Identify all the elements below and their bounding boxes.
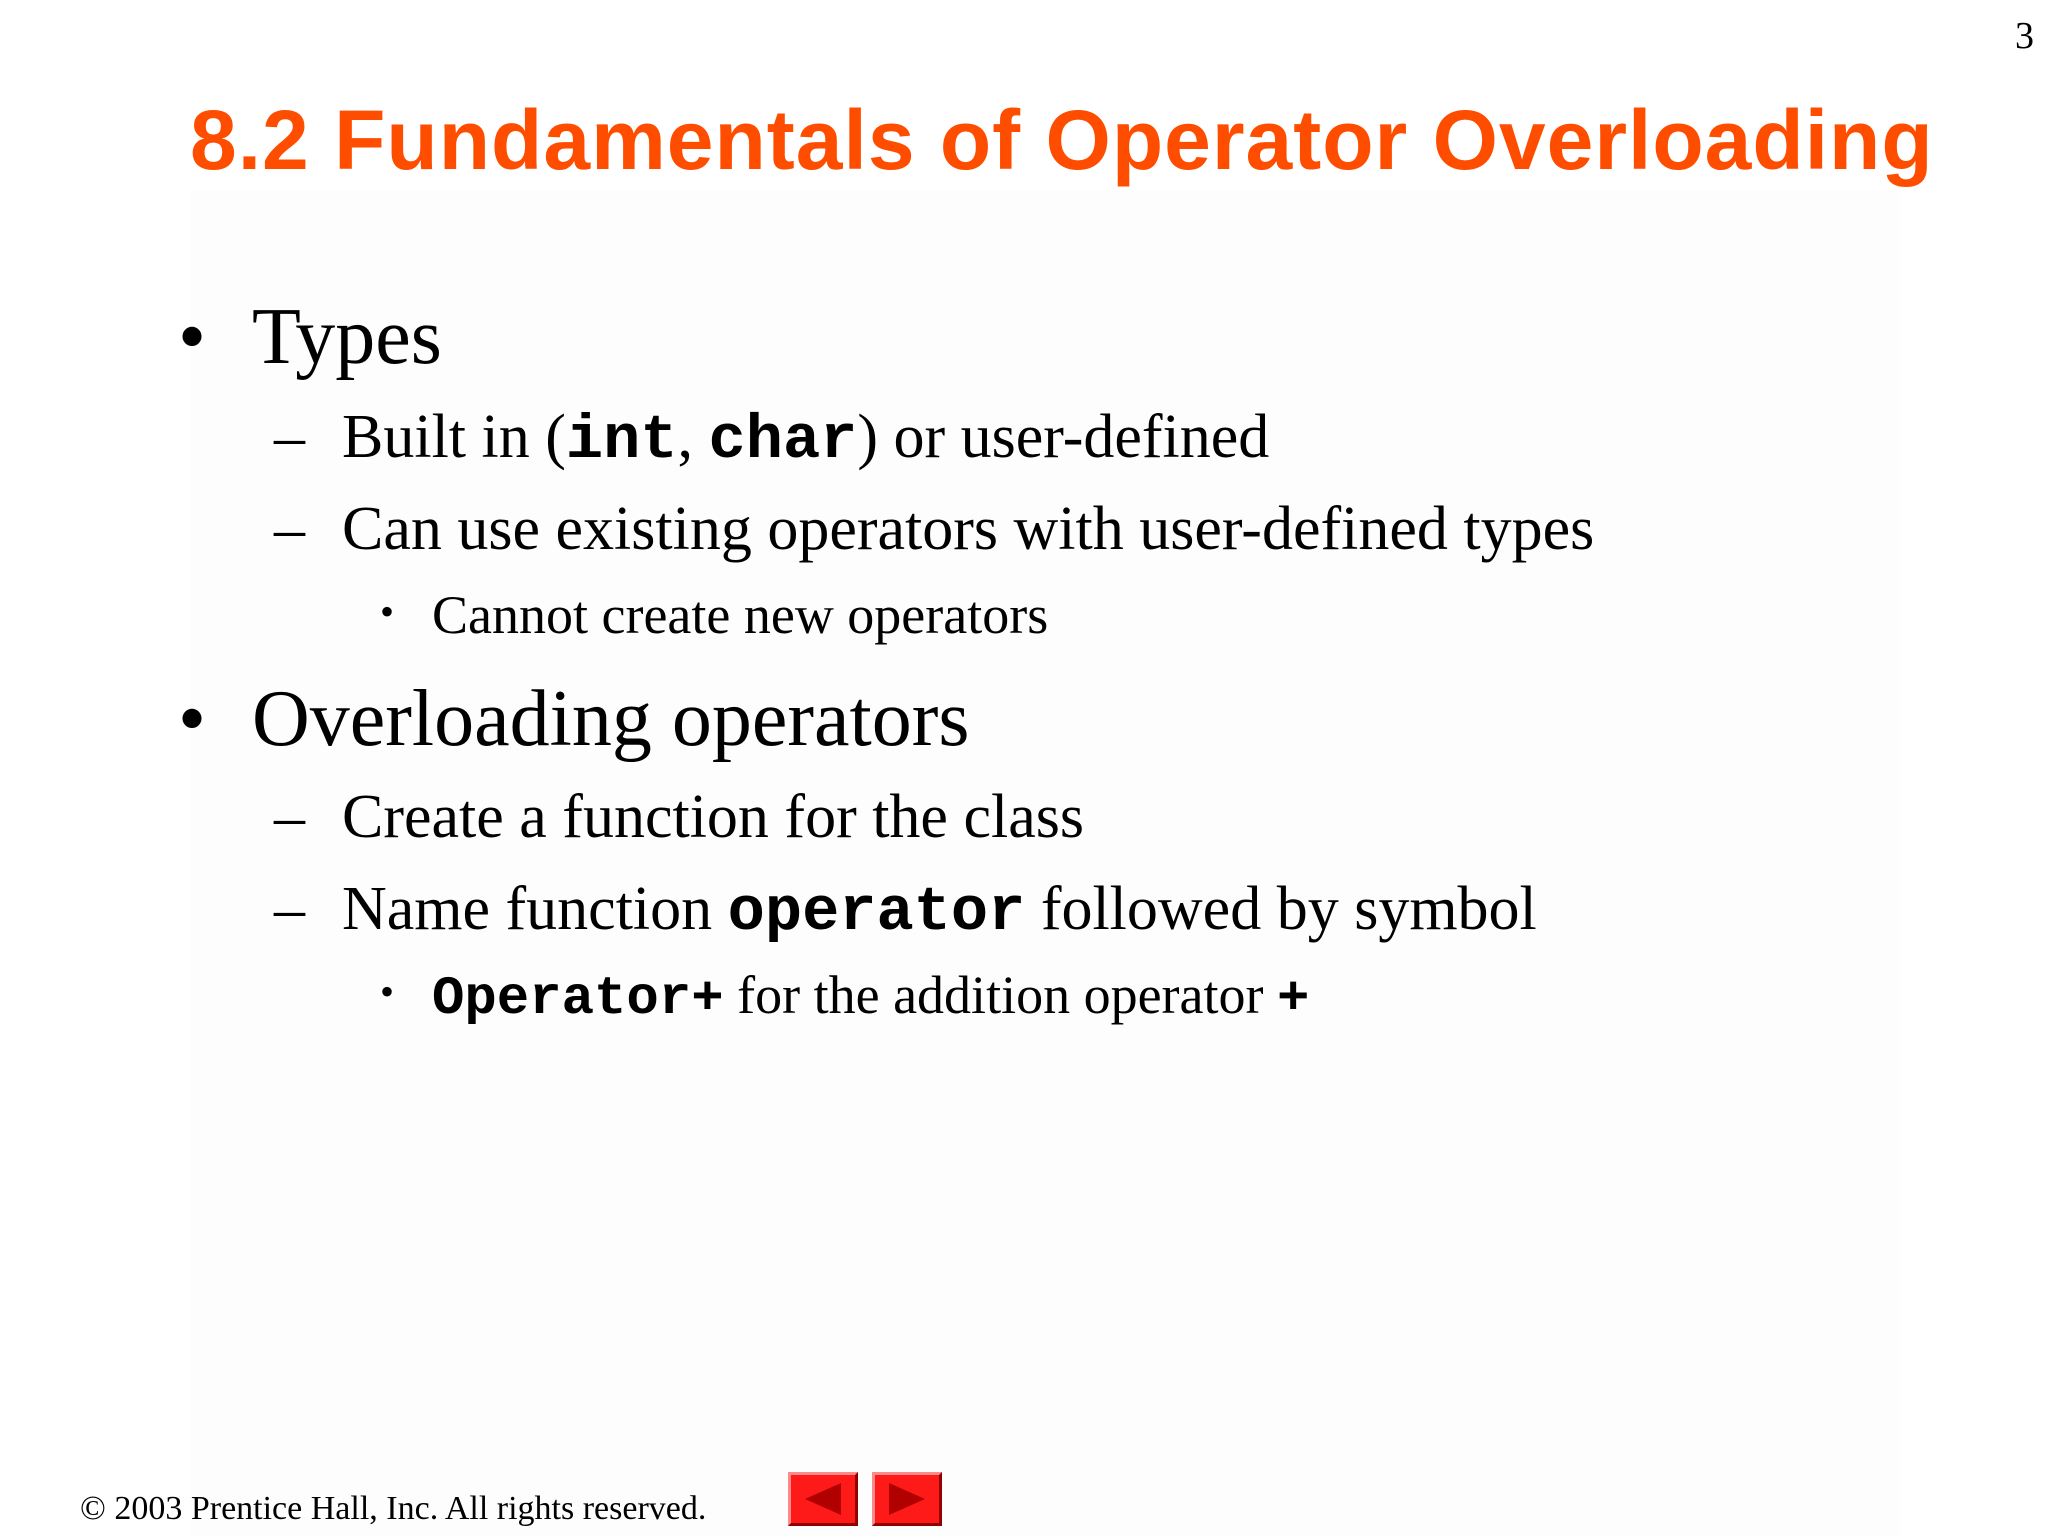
copyright-text: 2003 Prentice Hall, Inc. All rights reserved.	[105, 1490, 707, 1527]
bullet-types	[178, 292, 442, 383]
subbullet-built-in	[274, 402, 1269, 476]
subsubbullet-operator-plus	[380, 964, 1309, 1030]
dash-marker: –	[274, 403, 305, 471]
bullet-marker: •	[178, 293, 207, 381]
cannot-create-text: Cannot create new operators	[432, 585, 1049, 645]
dash-marker: –	[274, 875, 305, 943]
code-int: int	[565, 405, 678, 476]
dash-marker: –	[274, 783, 305, 851]
bullet-marker: •	[380, 589, 395, 634]
operator-plus-text: for the addition operator	[723, 965, 1277, 1025]
bullet-marker: •	[380, 969, 395, 1014]
content-panel	[190, 190, 1900, 1536]
copyright-footer	[80, 1490, 706, 1528]
name-function-suffix: followed by symbol	[1025, 875, 1537, 943]
code-operator-plus: Operator+	[432, 969, 724, 1030]
built-in-suffix: ) or user-defined	[857, 403, 1270, 471]
bullet-marker: •	[178, 675, 207, 763]
copyright-icon: ©	[80, 1490, 106, 1527]
slide-title: 8.2 Fundamentals of Operator Overloading	[190, 93, 1934, 187]
page-number: 3	[2015, 15, 2034, 57]
dash-marker: –	[274, 495, 305, 563]
create-function-text: Create a function for the class	[342, 783, 1084, 851]
next-slide-button[interactable]	[872, 1472, 942, 1526]
subsubbullet-cannot-create	[380, 584, 1048, 646]
bullet-overloading-label: Overloading operators	[252, 675, 970, 763]
bullet-types-label: Types	[252, 293, 442, 381]
built-in-prefix: Built in (	[342, 403, 566, 471]
previous-slide-button[interactable]	[788, 1472, 858, 1526]
left-arrow-icon	[791, 1475, 855, 1523]
subbullet-name-function	[274, 874, 1537, 948]
subbullet-create-function	[274, 782, 1084, 853]
code-plus-symbol: +	[1276, 969, 1310, 1030]
code-char: char	[708, 405, 858, 476]
built-in-sep: ,	[677, 403, 709, 471]
code-operator: operator	[727, 877, 1026, 948]
right-arrow-icon	[875, 1475, 939, 1523]
name-function-prefix: Name function	[342, 875, 728, 943]
subbullet-existing-operators	[274, 494, 1594, 565]
existing-operators-text: Can use existing operators with user-defined types	[342, 495, 1595, 563]
bullet-overloading-operators	[178, 674, 970, 765]
